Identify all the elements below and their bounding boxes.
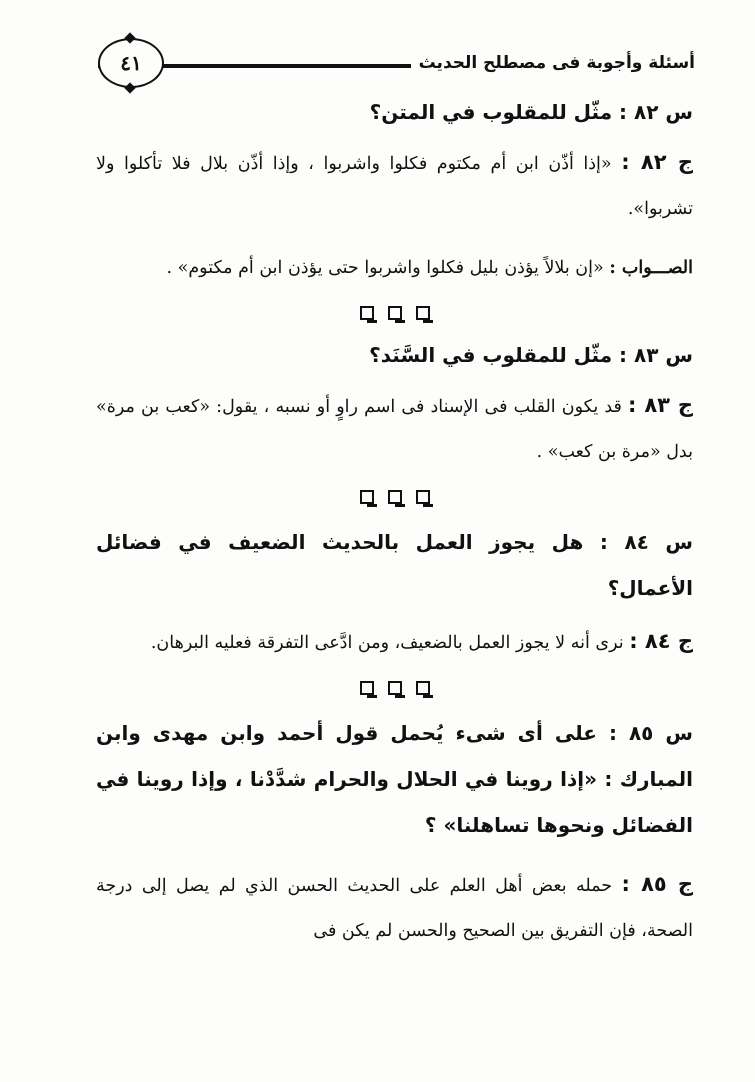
question-83 xyxy=(96,335,693,375)
question-label: س ٨٥ : xyxy=(608,721,693,745)
answer-label: ج ٨٣ : xyxy=(628,393,693,417)
page-number: ٤١ xyxy=(98,38,164,88)
answer-text: «إذا أذّن ابن أم مكتوم فكلوا واشربوا ، وإذا أذّن بلال فلا تأكلوا ولا تشربوا». xyxy=(96,154,693,219)
box-ornament xyxy=(360,490,374,504)
answer-85 xyxy=(96,862,693,954)
box-ornament xyxy=(416,681,430,695)
question-84 xyxy=(96,519,693,611)
correction-label: الصـــواب : xyxy=(609,258,693,278)
question-label: س ٨٤ : xyxy=(599,530,694,554)
box-ornament xyxy=(388,490,402,504)
question-label: س ٨٢ : xyxy=(619,100,693,124)
question-text: هل يجوز العمل بالحديث الضعيف في فضائل الأعمال؟ xyxy=(96,530,693,600)
page-content xyxy=(96,92,693,954)
answer-label: ج ٨٢ : xyxy=(621,150,693,174)
answer-text: حمله بعض أهل العلم على الحديث الحسن الذي لم يصل إلى درجة الصحة، فإن التفريق بين الصحيح والحسن لم يكن فى xyxy=(96,876,693,941)
section-separator xyxy=(96,291,693,335)
section-separator xyxy=(96,666,693,710)
box-ornament xyxy=(388,681,402,695)
answer-82 xyxy=(96,140,693,232)
question-text: على أى شىء يُحمل قول أحمد وابن مهدى وابن المبارك : «إذا روينا في الحلال والحرام شدَّدْنا ، وإذا روينا في الفضائل ونحوها تساهلنا» ؟ xyxy=(96,721,693,837)
question-85 xyxy=(96,710,693,848)
section-separator xyxy=(96,475,693,519)
answer-text: نرى أنه لا يجوز العمل بالضعيف، ومن ادَّعى التفرقة فعليه البرهان. xyxy=(150,633,624,653)
question-text: مثّل للمقلوب في السَّنَد؟ xyxy=(369,343,613,367)
answer-83 xyxy=(96,383,693,475)
answer-84 xyxy=(96,619,693,666)
correction-82 xyxy=(96,246,693,291)
box-ornament xyxy=(360,681,374,695)
correction-text: «إن بلالاً يؤذن بليل فكلوا واشربوا حتى يؤذن ابن أم مكتوم» . xyxy=(166,258,604,278)
box-ornament xyxy=(416,490,430,504)
running-header xyxy=(98,38,695,88)
answer-label: ج ٨٤ : xyxy=(629,629,693,653)
answer-text: قد يكون القلب فى الإسناد فى اسم راوٍ أو نسبه ، يقول: «كعب بن مرة» بدل «مرة بن كعب» . xyxy=(96,397,693,462)
box-ornament xyxy=(416,306,430,320)
question-label: س ٨٣ : xyxy=(619,343,693,367)
box-ornament xyxy=(388,306,402,320)
header-title: أسئلة وأجوبة فى مصطلح الحديث xyxy=(418,53,695,73)
answer-label: ج ٨٥ : xyxy=(621,872,693,896)
box-ornament xyxy=(360,306,374,320)
question-82 xyxy=(96,92,693,132)
question-text: مثّل للمقلوب في المتن؟ xyxy=(369,100,613,124)
